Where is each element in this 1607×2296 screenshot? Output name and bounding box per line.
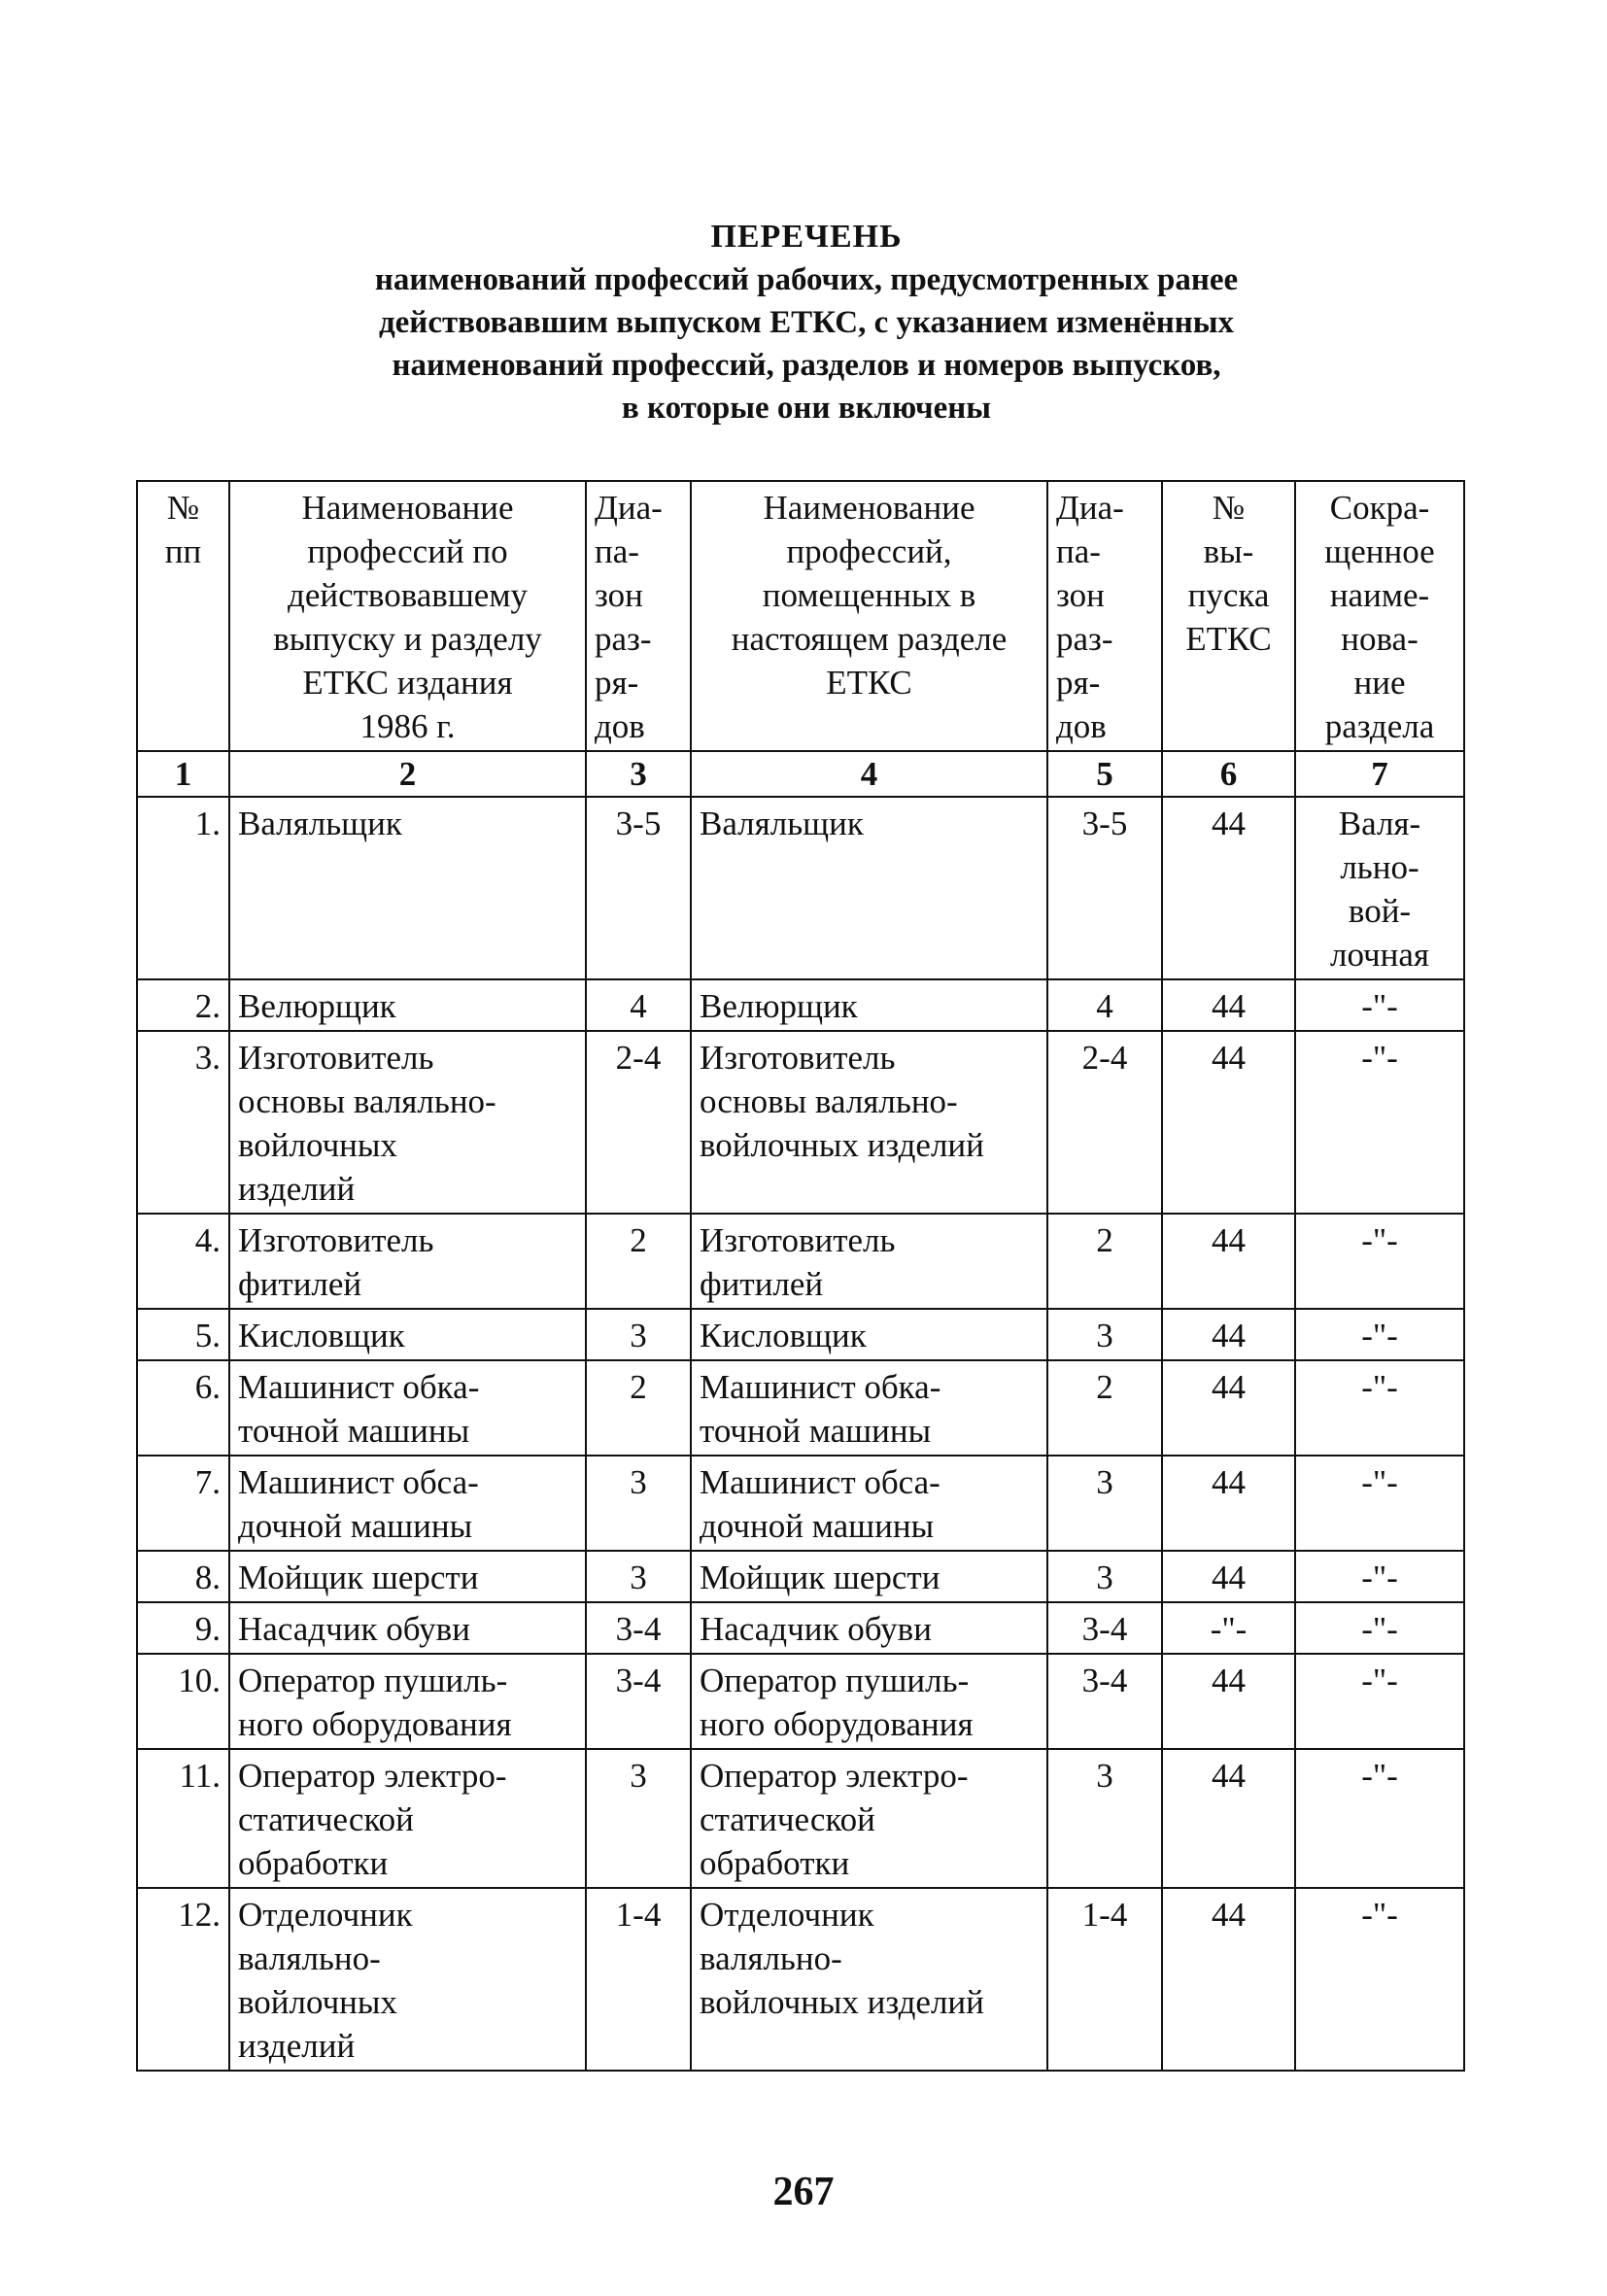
header-new-profession <box>691 481 1047 751</box>
header-line: раз- <box>595 620 652 658</box>
header-line: ЕТКС <box>1185 620 1272 658</box>
cell-line: Изготовитель <box>700 1039 896 1077</box>
cell-line: изделий <box>238 2027 356 2065</box>
professions-table <box>136 480 1465 2072</box>
document-subtitle-line: наименований профессий рабочих, предусмотренных ранее <box>374 262 1239 297</box>
old-grade-range: 2 <box>586 1360 691 1456</box>
header-line: ЕТКС издания <box>302 664 513 702</box>
cell-line: -"- <box>1361 1757 1398 1795</box>
row-number: 6. <box>137 1360 229 1456</box>
old-profession-name <box>229 1888 586 2071</box>
header-line: пп <box>164 532 202 570</box>
header-line: профессий по <box>307 532 508 570</box>
table-row <box>137 1214 1464 1309</box>
old-grade-range: 3 <box>586 1749 691 1888</box>
header-line: помещенных в <box>762 576 976 614</box>
old-grade-range: 3 <box>586 1551 691 1602</box>
new-grade-range: 2 <box>1047 1214 1162 1309</box>
header-old-range <box>586 481 691 751</box>
row-number: 8. <box>137 1551 229 1602</box>
old-grade-range: 3 <box>586 1309 691 1360</box>
cell-line: фитилей <box>238 1265 362 1303</box>
page-number: 267 <box>772 2170 835 2214</box>
cell-line: основы валяльно- <box>700 1082 958 1120</box>
cell-line: Оператор электро- <box>700 1757 969 1795</box>
cell-line: -"- <box>1361 1221 1398 1259</box>
new-grade-range: 1-4 <box>1047 1888 1162 2071</box>
table-row <box>137 1309 1464 1360</box>
section-name <box>1295 797 1464 979</box>
header-line: ря- <box>595 664 639 702</box>
row-number: 7. <box>137 1456 229 1551</box>
new-profession-name <box>691 1456 1047 1551</box>
cell-line: Валяльщик <box>700 805 864 842</box>
table-row <box>137 1031 1464 1214</box>
new-profession-name <box>691 1749 1047 1888</box>
new-profession-name <box>691 1031 1047 1214</box>
old-profession-name <box>229 1214 586 1309</box>
header-issue <box>1162 481 1295 751</box>
old-grade-range: 2 <box>586 1214 691 1309</box>
row-number: 1. <box>137 797 229 979</box>
header-line: профессий, <box>786 532 952 570</box>
row-number: 3. <box>137 1031 229 1214</box>
row-number: 4. <box>137 1214 229 1309</box>
section-name <box>1295 1456 1464 1551</box>
row-number: 10. <box>137 1654 229 1749</box>
cell-line: Отделочник <box>238 1896 413 1934</box>
header-line: раз- <box>1056 620 1113 658</box>
cell-line: статической <box>700 1800 875 1838</box>
column-number: 7 <box>1295 751 1464 797</box>
header-line: Наименование <box>763 489 975 527</box>
old-grade-range: 1-4 <box>586 1888 691 2071</box>
cell-line: войлочных <box>238 1126 397 1164</box>
new-profession-name <box>691 797 1047 979</box>
document-title: ПЕРЕЧЕНЬ <box>710 219 903 255</box>
header-line: Наименование <box>301 489 514 527</box>
column-number: 4 <box>691 751 1047 797</box>
column-number: 3 <box>586 751 691 797</box>
cell-line: валяльно- <box>238 1939 381 1977</box>
cell-line: Оператор электро- <box>238 1757 507 1795</box>
cell-line: Насадчик обуви <box>700 1610 932 1648</box>
table-row <box>137 1654 1464 1749</box>
header-line: зон <box>595 576 643 614</box>
old-profession-name <box>229 979 586 1031</box>
cell-line: -"- <box>1361 1368 1398 1406</box>
header-line: ря- <box>1056 664 1101 702</box>
cell-line: -"- <box>1361 1317 1398 1354</box>
cell-line: лочная <box>1329 936 1430 974</box>
header-new-range <box>1047 481 1162 751</box>
document-heading <box>136 216 1477 429</box>
cell-line: Велюрщик <box>700 987 858 1025</box>
issue-number: 44 <box>1162 1456 1295 1551</box>
cell-line: обработки <box>700 1844 850 1882</box>
header-line: ние <box>1353 664 1406 702</box>
old-grade-range: 2-4 <box>586 1031 691 1214</box>
header-line: зон <box>1056 576 1105 614</box>
old-profession-name <box>229 1654 586 1749</box>
new-grade-range: 3-4 <box>1047 1654 1162 1749</box>
cell-line: войлочных изделий <box>700 1126 984 1164</box>
header-line: раздела <box>1324 707 1435 745</box>
cell-line: -"- <box>1361 1463 1398 1501</box>
issue-number: 44 <box>1162 1551 1295 1602</box>
cell-line: точной машины <box>700 1412 932 1450</box>
cell-line: ного оборудования <box>238 1705 512 1743</box>
header-line: Диа- <box>595 489 663 527</box>
row-number: 2. <box>137 979 229 1031</box>
cell-line: -"- <box>1361 1662 1398 1699</box>
row-number: 11. <box>137 1749 229 1888</box>
old-profession-name <box>229 1602 586 1654</box>
new-profession-name <box>691 979 1047 1031</box>
issue-number: -"- <box>1162 1602 1295 1654</box>
section-name <box>1295 979 1464 1031</box>
header-line: дов <box>1056 707 1107 745</box>
issue-number: 44 <box>1162 1654 1295 1749</box>
issue-number: 44 <box>1162 797 1295 979</box>
new-grade-range: 3 <box>1047 1456 1162 1551</box>
cell-line: валяльно- <box>700 1939 842 1977</box>
row-number: 5. <box>137 1309 229 1360</box>
header-line: ЕТКС <box>826 664 912 702</box>
cell-line: ного оборудования <box>700 1705 974 1743</box>
header-line: № <box>1212 489 1246 527</box>
table-header-row <box>137 481 1464 751</box>
new-profession-name <box>691 1888 1047 2071</box>
header-line: дов <box>595 707 645 745</box>
issue-number: 44 <box>1162 1031 1295 1214</box>
issue-number: 44 <box>1162 1309 1295 1360</box>
cell-line: Изготовитель <box>700 1221 896 1259</box>
issue-number: 44 <box>1162 1214 1295 1309</box>
column-number: 2 <box>229 751 586 797</box>
cell-line: Мойщик шерсти <box>238 1559 479 1596</box>
new-profession-name <box>691 1309 1047 1360</box>
header-line: Диа- <box>1056 489 1124 527</box>
issue-number: 44 <box>1162 1749 1295 1888</box>
cell-line: войлочных <box>238 1983 397 2021</box>
old-profession-name <box>229 1360 586 1456</box>
section-name <box>1295 1602 1464 1654</box>
issue-number: 44 <box>1162 1360 1295 1456</box>
header-line: нова- <box>1341 620 1419 658</box>
new-grade-range: 3 <box>1047 1309 1162 1360</box>
cell-line: Изготовитель <box>238 1221 434 1259</box>
cell-line: вой- <box>1348 892 1412 930</box>
section-name <box>1295 1031 1464 1214</box>
section-name <box>1295 1214 1464 1309</box>
old-grade-range: 3 <box>586 1456 691 1551</box>
cell-line: Изготовитель <box>238 1039 434 1077</box>
cell-line: точной машины <box>238 1412 470 1450</box>
table-row <box>137 1551 1464 1602</box>
header-section <box>1295 481 1464 751</box>
cell-line: Насадчик обуви <box>238 1610 470 1648</box>
header-line: 1986 г. <box>359 707 456 745</box>
header-line: настоящем разделе <box>731 620 1008 658</box>
old-profession-name <box>229 1551 586 1602</box>
cell-line: льно- <box>1340 848 1419 886</box>
old-grade-range: 3-4 <box>586 1654 691 1749</box>
cell-line: -"- <box>1361 1559 1398 1596</box>
document-subtitle-line: в которые они включены <box>621 391 992 426</box>
document-subtitle-line: действовавшим выпуском ЕТКС, с указанием изменённых <box>378 305 1235 340</box>
new-profession-name <box>691 1360 1047 1456</box>
cell-line: Машинист обса- <box>700 1463 940 1501</box>
cell-line: Оператор пушиль- <box>700 1662 970 1699</box>
cell-line: Валя- <box>1338 805 1421 842</box>
section-name <box>1295 1551 1464 1602</box>
cell-line: дочной машины <box>238 1507 473 1545</box>
cell-line: Оператор пушиль- <box>238 1662 508 1699</box>
row-number: 12. <box>137 1888 229 2071</box>
cell-line: основы валяльно- <box>238 1082 496 1120</box>
header-line: па- <box>595 532 639 570</box>
old-grade-range: 3-4 <box>586 1602 691 1654</box>
cell-line: фитилей <box>700 1265 824 1303</box>
cell-line: обработки <box>238 1844 389 1882</box>
new-profession-name <box>691 1214 1047 1309</box>
column-number-row <box>137 751 1464 797</box>
section-name <box>1295 1888 1464 2071</box>
header-old-profession <box>229 481 586 751</box>
cell-line: войлочных изделий <box>700 1983 984 2021</box>
old-grade-range: 4 <box>586 979 691 1031</box>
new-profession-name <box>691 1602 1047 1654</box>
cell-line: Отделочник <box>700 1896 874 1934</box>
header-line: № <box>166 489 200 527</box>
cell-line: дочной машины <box>700 1507 935 1545</box>
cell-line: изделий <box>238 1170 356 1208</box>
header-number <box>137 481 229 751</box>
column-number: 1 <box>137 751 229 797</box>
table-row <box>137 1456 1464 1551</box>
row-number: 9. <box>137 1602 229 1654</box>
section-name <box>1295 1654 1464 1749</box>
issue-number: 44 <box>1162 1888 1295 2071</box>
cell-line: -"- <box>1361 1039 1398 1077</box>
old-profession-name <box>229 1309 586 1360</box>
section-name <box>1295 1749 1464 1888</box>
cell-line: Машинист обка- <box>700 1368 941 1406</box>
old-profession-name <box>229 797 586 979</box>
cell-line: Велюрщик <box>238 987 396 1025</box>
table-row <box>137 1749 1464 1888</box>
new-profession-name <box>691 1551 1047 1602</box>
column-number: 6 <box>1162 751 1295 797</box>
column-number: 5 <box>1047 751 1162 797</box>
table-row <box>137 797 1464 979</box>
old-profession-name <box>229 1456 586 1551</box>
new-grade-range: 2-4 <box>1047 1031 1162 1214</box>
new-grade-range: 3 <box>1047 1551 1162 1602</box>
old-profession-name <box>229 1749 586 1888</box>
new-grade-range: 3 <box>1047 1749 1162 1888</box>
header-line: вы- <box>1203 532 1254 570</box>
cell-line: Машинист обка- <box>238 1368 480 1406</box>
header-line: щенное <box>1324 532 1435 570</box>
issue-number: 44 <box>1162 979 1295 1031</box>
header-line: действовавшему <box>288 576 528 614</box>
cell-line: Валяльщик <box>238 805 402 842</box>
table-row <box>137 1602 1464 1654</box>
section-name <box>1295 1360 1464 1456</box>
old-profession-name <box>229 1031 586 1214</box>
new-grade-range: 3-4 <box>1047 1602 1162 1654</box>
new-grade-range: 3-5 <box>1047 797 1162 979</box>
header-line: выпуску и разделу <box>273 620 542 658</box>
header-line: наиме- <box>1329 576 1430 614</box>
cell-line: Мойщик шерсти <box>700 1559 940 1596</box>
new-profession-name <box>691 1654 1047 1749</box>
new-grade-range: 4 <box>1047 979 1162 1031</box>
table-body <box>137 751 1464 2071</box>
cell-line: -"- <box>1361 1610 1398 1648</box>
header-line: па- <box>1056 532 1101 570</box>
table-row <box>137 1888 1464 2071</box>
cell-line: статической <box>238 1800 414 1838</box>
table-row <box>137 1360 1464 1456</box>
cell-line: Кисловщик <box>700 1317 867 1354</box>
document-subtitle-line: наименований профессий, разделов и номеров выпусков, <box>392 348 1221 383</box>
cell-line: -"- <box>1361 987 1398 1025</box>
cell-line: -"- <box>1361 1896 1398 1934</box>
cell-line: Машинист обса- <box>238 1463 479 1501</box>
cell-line: Кисловщик <box>238 1317 405 1354</box>
header-line: пуска <box>1187 576 1270 614</box>
table-row <box>137 979 1464 1031</box>
section-name <box>1295 1309 1464 1360</box>
new-grade-range: 2 <box>1047 1360 1162 1456</box>
old-grade-range: 3-5 <box>586 797 691 979</box>
header-line: Сокра- <box>1329 489 1430 527</box>
